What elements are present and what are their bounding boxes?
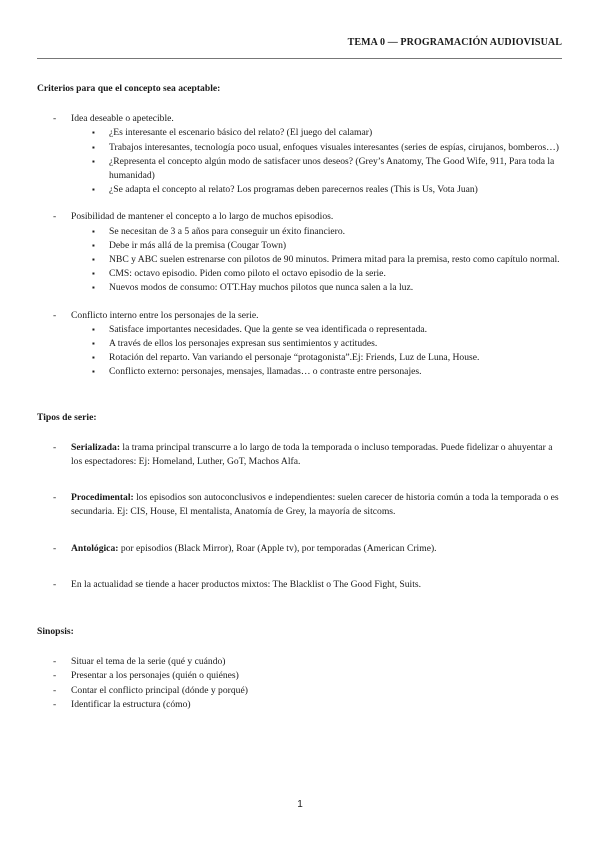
tipo-term: Antológica: [71,542,119,554]
criterio-subitem [37,337,563,351]
dash-marker: - [53,578,57,590]
criterio-subitem [37,225,563,239]
bullet-marker: ▪ [92,240,95,250]
criterio-subitem [37,253,563,267]
dash-marker: - [53,656,57,668]
sinopsis-text: Situar el tema de la serie (qué y cuándo) [71,656,226,668]
tipos-heading: Tipos de serie: [37,411,97,423]
criterio-text: Conflicto interno entre los personajes de la serie. [71,309,259,321]
subitem-text: Nuevos modos de consumo: OTT.Hay muchos pilotos que nunca salen a la luz. [109,282,414,294]
subitem-text: ¿Representa el concepto algún modo de satisfacer unos deseos? (Grey’s Anatomy, The Good Wife, 911, Para toda la humanidad) [109,155,555,182]
dash-marker: - [53,542,57,554]
sinopsis-item [37,669,563,683]
criterio-subitem [37,365,563,379]
header-divider [37,58,562,59]
criterio-subitem [37,239,563,253]
bullet-marker: ▪ [92,324,95,334]
criterio-item [37,309,563,323]
tipo-text: por episodios (Black Mirror), Roar (Apple tv), por temporadas (American Crime). [118,542,437,554]
criterio-subitem [37,155,563,183]
tipo-item [37,542,563,556]
tipo-text: la trama principal transcurre a lo largo de toda la temporada o incluso temporadas. Puede fidelizar o ahuyentar a los espectadores: Ej: Homeland, Luther, GoT, Machos Alfa. [71,441,553,468]
sinopsis-item [37,684,563,698]
bullet-marker: ▪ [92,339,95,349]
header-title: TEMA 0 — PROGRAMACIÓN AUDIOVISUAL [347,37,562,48]
dash-marker: - [53,492,57,504]
criterio-text: Idea deseable o apetecible. [71,113,174,125]
tipo-term: Serializada: [71,441,121,453]
criterio-subitem [37,323,563,337]
sinopsis-heading: Sinopsis: [37,626,74,638]
bullet-marker: ▪ [92,269,95,279]
bullet-marker: ▪ [92,226,95,236]
bullet-marker: ▪ [92,142,95,152]
dash-marker: - [53,113,57,125]
subitem-text: CMS: octavo episodio. Piden como piloto el octavo episodio de la serie. [109,268,386,280]
bullet-marker: ▪ [92,185,95,195]
criterio-text: Posibilidad de mantener el concepto a lo largo de muchos episodios. [71,211,334,223]
subitem-text: A través de ellos los personajes expresan sus sentimientos y actitudes. [109,338,378,350]
bullet-marker: ▪ [92,367,95,377]
document-body [37,82,563,712]
tipo-text: los episodios son autoconclusivos e independientes: suelen carecer de historia común a toda la temporada o es secundaria. Ej: CIS, House, El mentalista, Anatomía de Grey, la mayoría de sitcoms. [71,492,559,518]
subitem-text: Rotación del reparto. Van variando el personaje “protagonista”.Ej: Friends, Luz de Luna, House. [109,352,480,364]
subitem-text: Conflicto externo: personajes, mensajes, llamadas… o contraste entre personajes. [109,366,422,378]
criterio-subitem [37,183,563,197]
bullet-marker: ▪ [92,156,95,166]
criterio-subitem [37,281,563,295]
bullet-marker: ▪ [92,353,95,363]
tipo-item [37,441,563,469]
bullet-marker: ▪ [92,128,95,138]
dash-marker: - [53,698,57,710]
dash-marker: - [53,211,57,223]
dash-marker: - [53,684,57,696]
tipo-item [37,578,563,592]
sinopsis-text: Presentar a los personajes (quién o quiénes) [71,670,239,682]
bullet-marker: ▪ [92,283,95,293]
criterio-item [37,112,563,126]
sinopsis-item [37,655,563,669]
subitem-text: Trabajos interesantes, tecnología poco usual, enfoques visuales interesantes (series de espías, cirujanos, bomberos…) [109,141,559,153]
subitem-text: NBC y ABC suelen estrenarse con pilotos de 90 minutos. Primera mitad para la premisa, resto como capítulo normal. [109,254,560,266]
subitem-text: Se necesitan de 3 a 5 años para conseguir un éxito financiero. [109,225,346,237]
criterio-subitem [37,126,563,140]
sinopsis-item [37,698,563,712]
tipo-term: Procedimental: [71,492,134,504]
subitem-text: Debe ir más allá de la premisa (Cougar Town) [109,239,287,251]
sinopsis-text: Identificar la estructura (cómo) [71,698,191,710]
dash-marker: - [53,309,57,321]
subitem-text: ¿Es interesante el escenario básico del relato? (El juego del calamar) [109,127,373,139]
dash-marker: - [53,441,57,453]
tipo-item [37,491,563,519]
subitem-text: Satisface importantes necesidades. Que la gente se vea identificada o representada. [109,323,428,335]
dash-marker: - [53,670,57,682]
tipo-text: En la actualidad se tiende a hacer productos mixtos: The Blacklist o The Good Fight, Suits. [71,578,422,590]
subitem-text: ¿Se adapta el concepto al relato? Los programas deben parecernos reales (This is Us, Vota Juan) [109,184,478,196]
sinopsis-text: Contar el conflicto principal (dónde y porqué) [71,684,248,696]
criterios-heading: Criterios para que el concepto sea aceptable: [37,83,221,94]
criterio-subitem [37,351,563,365]
criterio-subitem [37,141,563,155]
criterio-item [37,210,563,224]
criterio-subitem [37,267,563,281]
bullet-marker: ▪ [92,255,95,265]
page-number: 1 [297,799,303,810]
